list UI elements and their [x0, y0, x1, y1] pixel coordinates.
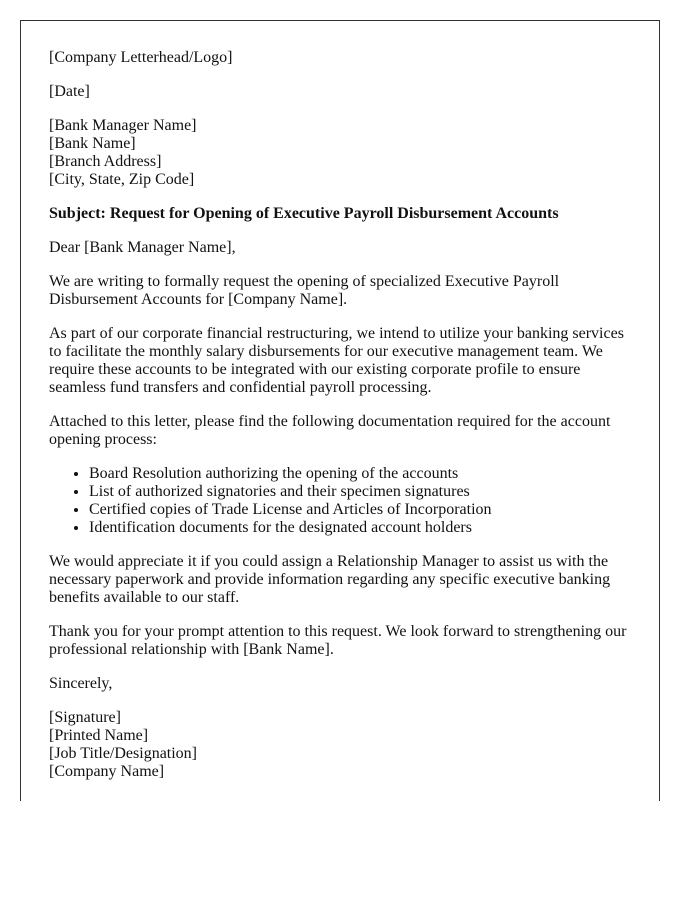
date: [Date]: [49, 83, 90, 100]
recipient-line: [City, State, Zip Code]: [49, 171, 195, 188]
body-paragraph: We are writing to formally request the opening of specialized Executive Payroll Disbursement Accounts for [Company Name].: [49, 273, 560, 308]
letterhead: [Company Letterhead/Logo]: [49, 49, 233, 66]
recipient-line: [Branch Address]: [49, 153, 162, 170]
signature-line: [Signature]: [49, 709, 121, 726]
list-item: • List of authorized signatories and their specimen signatures: [89, 483, 631, 501]
attachments-list: [49, 465, 631, 537]
recipient-address: [49, 117, 631, 189]
body-paragraph: Thank you for your prompt attention to this request. We look forward to strengthening our professional relationship with [Bank Name].: [49, 623, 627, 658]
signature-line: [Printed Name]: [49, 727, 149, 744]
salutation: Dear [Bank Manager Name],: [49, 239, 236, 256]
subject-line: Subject: Request for Opening of Executive Payroll Disbursement Accounts: [49, 205, 559, 222]
signature-line: [Company Name]: [49, 763, 165, 780]
signoff: Sincerely,: [49, 675, 113, 692]
recipient-line: [Bank Manager Name]: [49, 117, 197, 134]
list-item: • Board Resolution authorizing the opening of the accounts: [89, 465, 631, 483]
signature-block: [49, 709, 631, 781]
body-paragraph: We would appreciate it if you could assign a Relationship Manager to assist us with the necessary paperwork and provide information regarding any specific executive banking benefits available to our staff.: [49, 553, 611, 606]
letter-page: [20, 20, 660, 801]
body-paragraph: As part of our corporate financial restructuring, we intend to utilize your banking services to facilitate the monthly salary disbursements for our executive management team. We require these accounts to be integrated with our existing corporate profile to ensure seamless fund transfers and confidential payroll processing.: [49, 325, 624, 396]
list-item: • Certified copies of Trade License and Articles of Incorporation: [89, 501, 631, 519]
signature-line: [Job Title/Designation]: [49, 745, 198, 762]
list-item: • Identification documents for the designated account holders: [89, 519, 631, 537]
body-paragraph: Attached to this letter, please find the following documentation required for the account opening process:: [49, 413, 611, 448]
recipient-line: [Bank Name]: [49, 135, 136, 152]
